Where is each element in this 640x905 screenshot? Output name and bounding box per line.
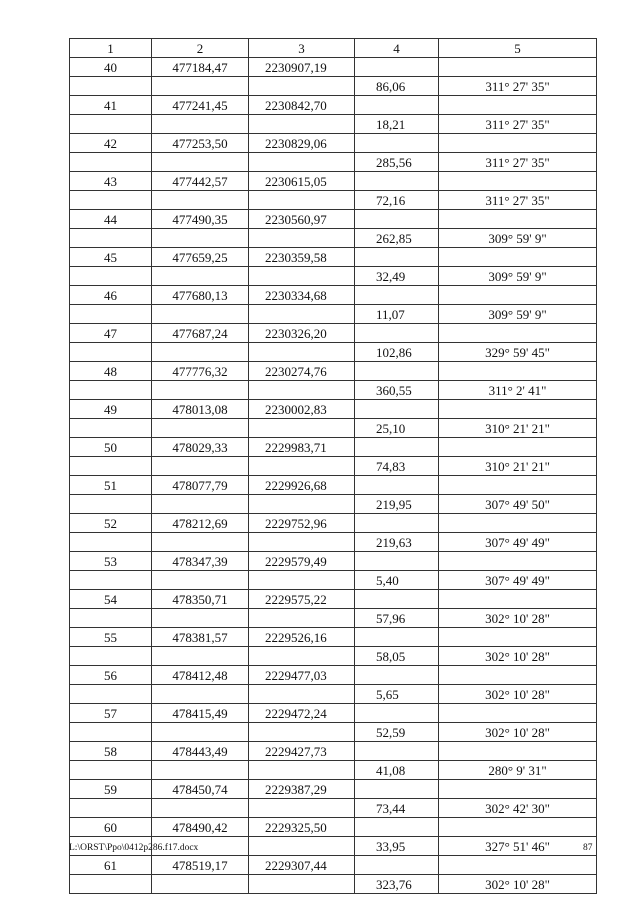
y-coordinate-cell: 2229387,29 — [249, 780, 355, 799]
bearing-angle-cell: 307° 49' 50" — [439, 495, 597, 514]
x-coordinate-cell: 478212,69 — [152, 514, 249, 533]
segment-row — [70, 457, 597, 476]
empty-cell — [355, 96, 439, 115]
y-coordinate-cell: 2229983,71 — [249, 438, 355, 457]
y-coordinate-cell: 2229752,96 — [249, 514, 355, 533]
empty-cell — [249, 495, 355, 514]
page-number: 87 — [583, 843, 593, 853]
x-coordinate-cell: 478013,08 — [152, 400, 249, 419]
empty-cell — [152, 115, 249, 134]
segment-length-cell: 219,95 — [355, 495, 439, 514]
y-coordinate-cell: 2229307,44 — [249, 856, 355, 875]
bearing-angle-cell: 329° 59' 45" — [439, 343, 597, 362]
empty-cell — [70, 343, 152, 362]
segment-row — [70, 305, 597, 324]
empty-cell — [70, 647, 152, 666]
point-number-cell: 51 — [70, 476, 152, 495]
point-number-cell: 48 — [70, 362, 152, 381]
segment-row — [70, 723, 597, 742]
x-coordinate-cell: 478412,48 — [152, 666, 249, 685]
empty-cell — [355, 514, 439, 533]
coordinates-table — [69, 38, 597, 894]
segment-length-cell: 219,63 — [355, 533, 439, 552]
segment-length-cell: 5,40 — [355, 571, 439, 590]
empty-cell — [152, 533, 249, 552]
empty-cell — [249, 875, 355, 894]
segment-length-cell: 102,86 — [355, 343, 439, 362]
empty-cell — [355, 210, 439, 229]
empty-cell — [439, 58, 597, 77]
point-row — [70, 704, 597, 723]
empty-cell — [439, 324, 597, 343]
empty-cell — [70, 495, 152, 514]
empty-cell — [439, 590, 597, 609]
point-row — [70, 514, 597, 533]
empty-cell — [152, 153, 249, 172]
x-coordinate-cell: 478350,71 — [152, 590, 249, 609]
empty-cell — [439, 666, 597, 685]
y-coordinate-cell: 2230002,83 — [249, 400, 355, 419]
empty-cell — [439, 96, 597, 115]
y-coordinate-cell: 2229579,49 — [249, 552, 355, 571]
empty-cell — [152, 647, 249, 666]
empty-cell — [249, 609, 355, 628]
segment-row — [70, 77, 597, 96]
point-row — [70, 286, 597, 305]
point-number-cell: 53 — [70, 552, 152, 571]
bearing-angle-cell: 311° 27' 35" — [439, 191, 597, 210]
segment-row — [70, 761, 597, 780]
x-coordinate-cell: 478490,42 — [152, 818, 249, 837]
y-coordinate-cell: 2229472,24 — [249, 704, 355, 723]
empty-cell — [70, 875, 152, 894]
empty-cell — [70, 153, 152, 172]
x-coordinate-cell: 477241,45 — [152, 96, 249, 115]
segment-row — [70, 191, 597, 210]
x-coordinate-cell: 478029,33 — [152, 438, 249, 457]
empty-cell — [439, 438, 597, 457]
empty-cell — [70, 761, 152, 780]
point-row — [70, 476, 597, 495]
x-coordinate-cell: 478450,74 — [152, 780, 249, 799]
point-row — [70, 324, 597, 343]
empty-cell — [249, 381, 355, 400]
bearing-angle-cell: 280° 9' 31" — [439, 761, 597, 780]
empty-cell — [439, 248, 597, 267]
header-col-4: 4 — [355, 39, 439, 58]
empty-cell — [152, 267, 249, 286]
empty-cell — [152, 305, 249, 324]
empty-cell — [439, 172, 597, 191]
empty-cell — [439, 514, 597, 533]
empty-cell — [249, 153, 355, 172]
segment-row — [70, 799, 597, 818]
empty-cell — [70, 419, 152, 438]
empty-cell — [152, 685, 249, 704]
empty-cell — [355, 400, 439, 419]
segment-length-cell: 25,10 — [355, 419, 439, 438]
empty-cell — [152, 77, 249, 96]
point-row — [70, 438, 597, 457]
segment-row — [70, 609, 597, 628]
empty-cell — [355, 476, 439, 495]
empty-cell — [249, 723, 355, 742]
x-coordinate-cell: 477680,13 — [152, 286, 249, 305]
point-number-cell: 60 — [70, 818, 152, 837]
empty-cell — [152, 875, 249, 894]
bearing-angle-cell: 302° 10' 28" — [439, 647, 597, 666]
x-coordinate-cell: 478415,49 — [152, 704, 249, 723]
segment-length-cell: 41,08 — [355, 761, 439, 780]
empty-cell — [249, 191, 355, 210]
x-coordinate-cell: 477490,35 — [152, 210, 249, 229]
point-row — [70, 856, 597, 875]
empty-cell — [355, 742, 439, 761]
bearing-angle-cell: 311° 27' 35" — [439, 77, 597, 96]
segment-length-cell: 33,95 — [355, 837, 439, 856]
bearing-angle-cell: 302° 42' 30" — [439, 799, 597, 818]
header-row — [70, 39, 597, 58]
bearing-angle-cell: 311° 27' 35" — [439, 115, 597, 134]
empty-cell — [355, 780, 439, 799]
y-coordinate-cell: 2230359,58 — [249, 248, 355, 267]
empty-cell — [70, 267, 152, 286]
empty-cell — [355, 818, 439, 837]
x-coordinate-cell: 477442,57 — [152, 172, 249, 191]
empty-cell — [152, 609, 249, 628]
point-number-cell: 54 — [70, 590, 152, 609]
point-number-cell: 50 — [70, 438, 152, 457]
empty-cell — [249, 457, 355, 476]
y-coordinate-cell: 2230274,76 — [249, 362, 355, 381]
segment-length-cell: 360,55 — [355, 381, 439, 400]
empty-cell — [355, 362, 439, 381]
empty-cell — [439, 704, 597, 723]
x-coordinate-cell: 478443,49 — [152, 742, 249, 761]
point-number-cell: 58 — [70, 742, 152, 761]
empty-cell — [152, 343, 249, 362]
empty-cell — [70, 571, 152, 590]
point-row — [70, 666, 597, 685]
y-coordinate-cell: 2229926,68 — [249, 476, 355, 495]
segment-length-cell: 285,56 — [355, 153, 439, 172]
segment-row — [70, 571, 597, 590]
point-number-cell: 57 — [70, 704, 152, 723]
point-row — [70, 780, 597, 799]
empty-cell — [355, 286, 439, 305]
empty-cell — [249, 837, 355, 856]
empty-cell — [152, 723, 249, 742]
point-row — [70, 552, 597, 571]
empty-cell — [70, 229, 152, 248]
bearing-angle-cell: 327° 51' 46" — [439, 837, 597, 856]
empty-cell — [70, 191, 152, 210]
bearing-angle-cell: 307° 49' 49" — [439, 533, 597, 552]
y-coordinate-cell: 2230334,68 — [249, 286, 355, 305]
empty-cell — [249, 647, 355, 666]
empty-cell — [355, 324, 439, 343]
segment-row — [70, 381, 597, 400]
empty-cell — [152, 799, 249, 818]
empty-cell — [152, 761, 249, 780]
segment-row — [70, 533, 597, 552]
point-row — [70, 58, 597, 77]
empty-cell — [355, 134, 439, 153]
segment-length-cell: 11,07 — [355, 305, 439, 324]
point-row — [70, 628, 597, 647]
empty-cell — [439, 210, 597, 229]
point-row — [70, 134, 597, 153]
header-col-3: 3 — [249, 39, 355, 58]
bearing-angle-cell: 302° 10' 28" — [439, 609, 597, 628]
bearing-angle-cell: 307° 49' 49" — [439, 571, 597, 590]
point-number-cell: 52 — [70, 514, 152, 533]
segment-length-cell: 323,76 — [355, 875, 439, 894]
empty-cell — [439, 742, 597, 761]
y-coordinate-cell: 2229477,03 — [249, 666, 355, 685]
y-coordinate-cell: 2230829,06 — [249, 134, 355, 153]
empty-cell — [70, 685, 152, 704]
empty-cell — [249, 799, 355, 818]
empty-cell — [249, 685, 355, 704]
point-row — [70, 172, 597, 191]
segment-length-cell: 74,83 — [355, 457, 439, 476]
empty-cell — [355, 856, 439, 875]
segment-length-cell: 57,96 — [355, 609, 439, 628]
empty-cell — [70, 609, 152, 628]
point-number-cell: 41 — [70, 96, 152, 115]
empty-cell — [355, 58, 439, 77]
y-coordinate-cell: 2229526,16 — [249, 628, 355, 647]
header-col-5: 5 — [439, 39, 597, 58]
empty-cell — [152, 495, 249, 514]
bearing-angle-cell: 302° 10' 28" — [439, 875, 597, 894]
empty-cell — [249, 267, 355, 286]
point-number-cell: 61 — [70, 856, 152, 875]
bearing-angle-cell: 311° 2' 41" — [439, 381, 597, 400]
bearing-angle-cell: 302° 10' 28" — [439, 723, 597, 742]
y-coordinate-cell: 2229325,50 — [249, 818, 355, 837]
segment-length-cell: 73,44 — [355, 799, 439, 818]
segment-row — [70, 343, 597, 362]
x-coordinate-cell: 477253,50 — [152, 134, 249, 153]
point-number-cell: 55 — [70, 628, 152, 647]
empty-cell — [70, 115, 152, 134]
empty-cell — [439, 286, 597, 305]
empty-cell — [70, 533, 152, 552]
empty-cell — [249, 115, 355, 134]
segment-length-cell: 52,59 — [355, 723, 439, 742]
empty-cell — [152, 229, 249, 248]
y-coordinate-cell: 2230842,70 — [249, 96, 355, 115]
x-coordinate-cell: 478381,57 — [152, 628, 249, 647]
empty-cell — [249, 229, 355, 248]
y-coordinate-cell: 2229427,73 — [249, 742, 355, 761]
segment-row — [70, 495, 597, 514]
segment-length-cell: 32,49 — [355, 267, 439, 286]
empty-cell — [355, 628, 439, 647]
segment-row — [70, 419, 597, 438]
segment-row — [70, 115, 597, 134]
y-coordinate-cell: 2230615,05 — [249, 172, 355, 191]
empty-cell — [439, 400, 597, 419]
bearing-angle-cell: 310° 21' 21" — [439, 457, 597, 476]
empty-cell — [439, 856, 597, 875]
empty-cell — [70, 381, 152, 400]
segment-length-cell: 58,05 — [355, 647, 439, 666]
point-row — [70, 742, 597, 761]
empty-cell — [439, 818, 597, 837]
y-coordinate-cell: 2230907,19 — [249, 58, 355, 77]
bearing-angle-cell: 309° 59' 9" — [439, 267, 597, 286]
point-number-cell: 59 — [70, 780, 152, 799]
segment-row — [70, 229, 597, 248]
empty-cell — [249, 305, 355, 324]
segment-length-cell: 86,06 — [355, 77, 439, 96]
empty-cell — [355, 248, 439, 267]
empty-cell — [152, 419, 249, 438]
header-col-2: 2 — [152, 39, 249, 58]
segment-row — [70, 685, 597, 704]
empty-cell — [355, 704, 439, 723]
empty-cell — [355, 590, 439, 609]
point-number-cell: 44 — [70, 210, 152, 229]
point-row — [70, 210, 597, 229]
bearing-angle-cell: 310° 21' 21" — [439, 419, 597, 438]
empty-cell — [152, 571, 249, 590]
segment-length-cell: 5,65 — [355, 685, 439, 704]
x-coordinate-cell: 477659,25 — [152, 248, 249, 267]
empty-cell — [439, 628, 597, 647]
point-number-cell: 49 — [70, 400, 152, 419]
empty-cell — [439, 476, 597, 495]
empty-cell — [249, 77, 355, 96]
point-number-cell: 47 — [70, 324, 152, 343]
x-coordinate-cell: 477776,32 — [152, 362, 249, 381]
point-row — [70, 590, 597, 609]
empty-cell — [249, 533, 355, 552]
empty-cell — [249, 343, 355, 362]
point-number-cell: 46 — [70, 286, 152, 305]
segment-row — [70, 267, 597, 286]
segment-row — [70, 875, 597, 894]
empty-cell — [70, 77, 152, 96]
point-row — [70, 96, 597, 115]
empty-cell — [152, 191, 249, 210]
y-coordinate-cell: 2230560,97 — [249, 210, 355, 229]
bearing-angle-cell: 302° 10' 28" — [439, 685, 597, 704]
point-number-cell: 56 — [70, 666, 152, 685]
y-coordinate-cell: 2229575,22 — [249, 590, 355, 609]
bearing-angle-cell: 311° 27' 35" — [439, 153, 597, 172]
segment-row — [70, 153, 597, 172]
point-row — [70, 400, 597, 419]
empty-cell — [152, 381, 249, 400]
segment-length-cell: 72,16 — [355, 191, 439, 210]
bearing-angle-cell: 309° 59' 9" — [439, 229, 597, 248]
empty-cell — [439, 134, 597, 153]
footer-file-path: L:\ORST\Ppo\0412p286.f17.docx — [69, 843, 199, 853]
segment-length-cell: 18,21 — [355, 115, 439, 134]
segment-row — [70, 647, 597, 666]
empty-cell — [70, 457, 152, 476]
segment-length-cell: 262,85 — [355, 229, 439, 248]
point-number-cell: 42 — [70, 134, 152, 153]
header-col-1: 1 — [70, 39, 152, 58]
empty-cell — [355, 552, 439, 571]
x-coordinate-cell: 477184,47 — [152, 58, 249, 77]
x-coordinate-cell: 477687,24 — [152, 324, 249, 343]
empty-cell — [70, 723, 152, 742]
point-row — [70, 362, 597, 381]
empty-cell — [439, 362, 597, 381]
x-coordinate-cell: 478347,39 — [152, 552, 249, 571]
bearing-angle-cell: 309° 59' 9" — [439, 305, 597, 324]
x-coordinate-cell: 478519,17 — [152, 856, 249, 875]
empty-cell — [152, 457, 249, 476]
y-coordinate-cell: 2230326,20 — [249, 324, 355, 343]
empty-cell — [355, 666, 439, 685]
empty-cell — [355, 438, 439, 457]
empty-cell — [70, 305, 152, 324]
point-row — [70, 248, 597, 267]
empty-cell — [249, 761, 355, 780]
empty-cell — [439, 552, 597, 571]
point-number-cell: 40 — [70, 58, 152, 77]
empty-cell — [70, 799, 152, 818]
empty-cell — [355, 172, 439, 191]
empty-cell — [249, 571, 355, 590]
point-number-cell: 43 — [70, 172, 152, 191]
point-row — [70, 818, 597, 837]
empty-cell — [249, 419, 355, 438]
empty-cell — [439, 780, 597, 799]
x-coordinate-cell: 478077,79 — [152, 476, 249, 495]
point-number-cell: 45 — [70, 248, 152, 267]
